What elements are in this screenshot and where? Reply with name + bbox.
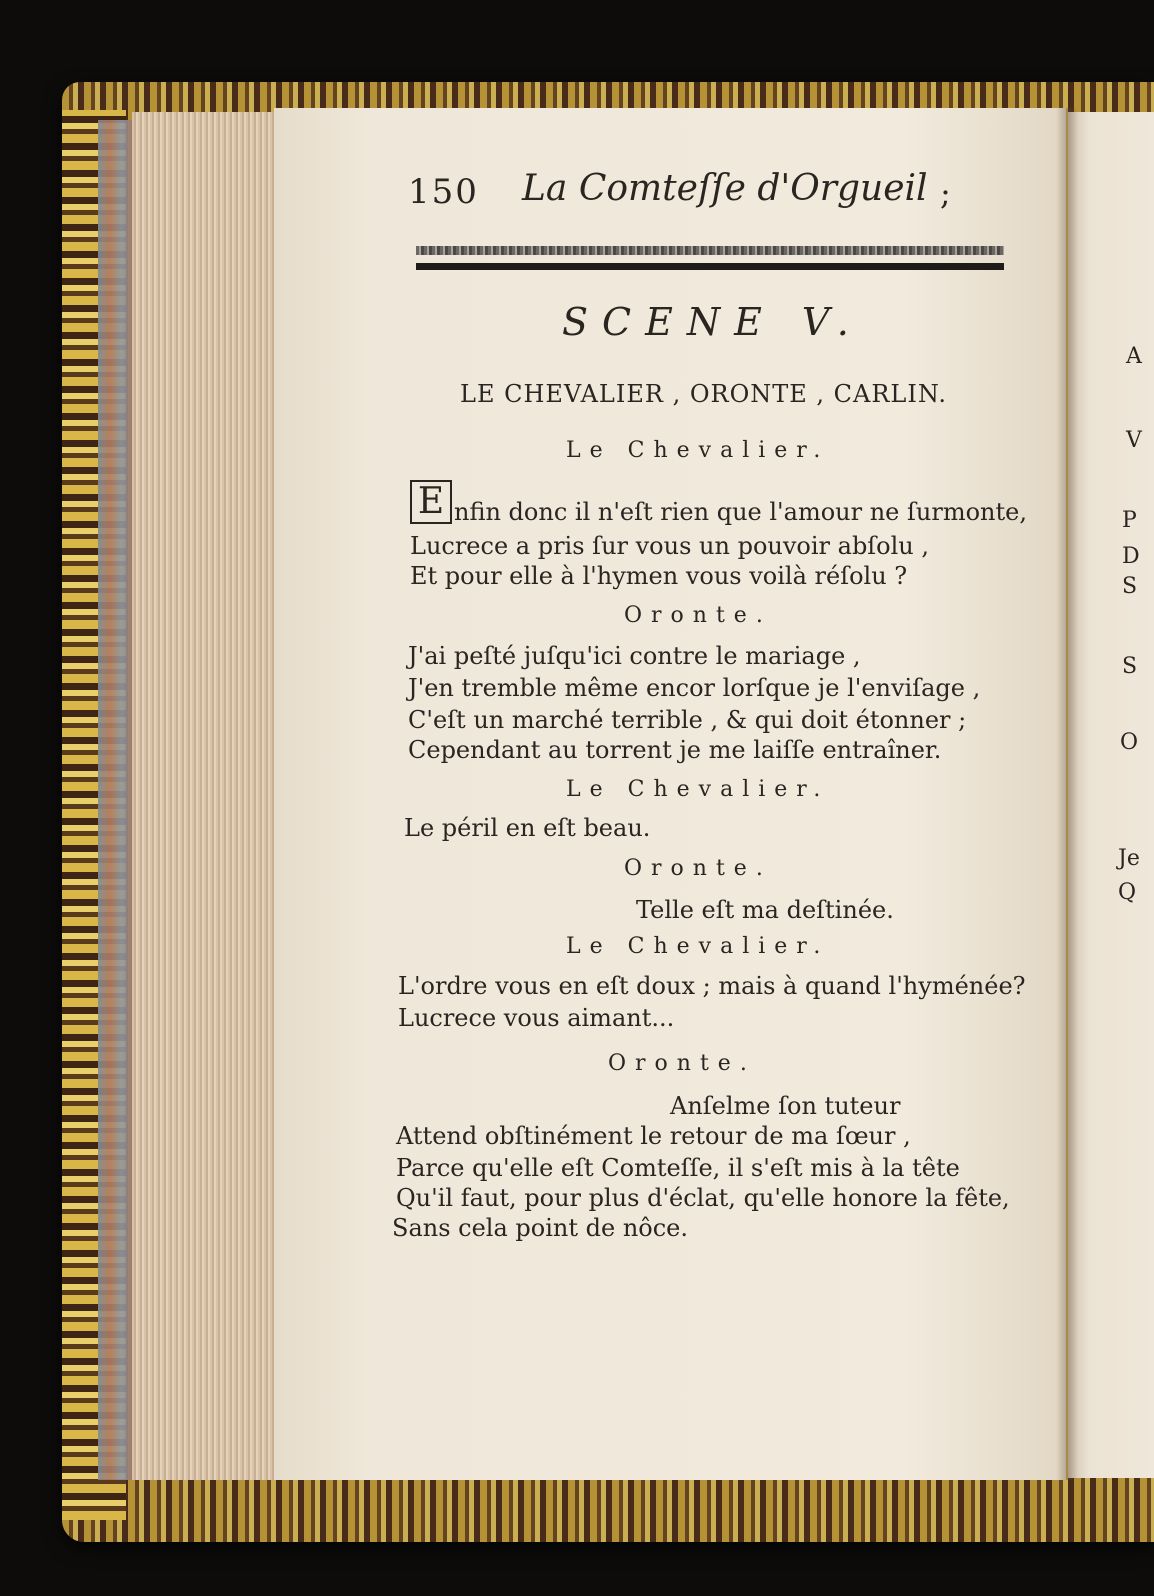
- verse-line: J'ai peſté juſqu'ici contre le mariage ,: [408, 642, 861, 670]
- drop-cap: E: [410, 480, 452, 524]
- speaker-name: Le Chevalier.: [566, 777, 830, 802]
- speaker-name: Le Chevalier.: [566, 934, 830, 959]
- right-page: [1068, 112, 1154, 1478]
- verse-line: Le péril en eſt beau.: [404, 814, 651, 842]
- right-letter: P: [1122, 508, 1137, 533]
- page-edges: [132, 112, 275, 1480]
- right-letter: S: [1122, 574, 1138, 599]
- header-rule: [416, 263, 1004, 270]
- verse-line: Lucrece vous aimant...: [398, 1004, 675, 1032]
- page-number: 150: [408, 172, 479, 212]
- verse-line: Attend obſtinément le retour de ma ſœur ,: [396, 1122, 911, 1150]
- verse-line: Et pour elle à l'hymen vous voilà réſolu ?: [410, 562, 908, 590]
- ornamental-rule: [416, 246, 1004, 255]
- running-title: La Comteſſe d'Orgueil: [522, 168, 928, 209]
- right-letter: Q: [1118, 880, 1137, 905]
- character-list: LE CHEVALIER , ORONTE , CARLIN.: [460, 380, 947, 408]
- scene-title: SCENE V.: [562, 300, 863, 344]
- verse-line: Lucrece a pris ſur vous un pouvoir abſolu ,: [410, 532, 930, 560]
- right-letter: O: [1120, 730, 1139, 755]
- verse-line: Anſelme ſon tuteur: [670, 1092, 901, 1120]
- book-gutter: [1056, 108, 1078, 1480]
- speaker-name: Oronte.: [608, 1051, 756, 1076]
- verse-line: Parce qu'elle eſt Comteſſe, il s'eſt mis à la tête: [396, 1154, 960, 1182]
- right-letter: A: [1126, 344, 1142, 369]
- verse-line: nfin donc il n'eſt rien que l'amour ne ſurmonte,: [454, 498, 1027, 526]
- verse-line: Qu'il faut, pour plus d'éclat, qu'elle honore la fête,: [396, 1184, 1010, 1212]
- verse-line: C'eſt un marché terrible , & qui doit étonner ;: [408, 706, 967, 734]
- speaker-name: Oronte.: [624, 856, 772, 881]
- verse-line: Cependant au torrent je me laiſſe entraîner.: [408, 736, 942, 764]
- right-letter: V: [1126, 428, 1142, 453]
- right-letter: D: [1122, 544, 1140, 569]
- verse-line: Sans cela point de nôce.: [392, 1214, 689, 1242]
- running-title-punctuation: ;: [940, 174, 951, 212]
- speaker-name: Oronte.: [624, 603, 772, 628]
- right-letter: Je: [1118, 846, 1140, 871]
- speaker-name: Le Chevalier.: [566, 438, 830, 463]
- verse-line: Telle eſt ma deſtinée.: [636, 896, 894, 924]
- right-letter: S: [1122, 654, 1138, 679]
- verse-line: J'en tremble même encor lorſque je l'enviſage ,: [408, 674, 981, 702]
- verse-line: L'ordre vous en eſt doux ; mais à quand l'hyménée?: [398, 972, 1026, 1000]
